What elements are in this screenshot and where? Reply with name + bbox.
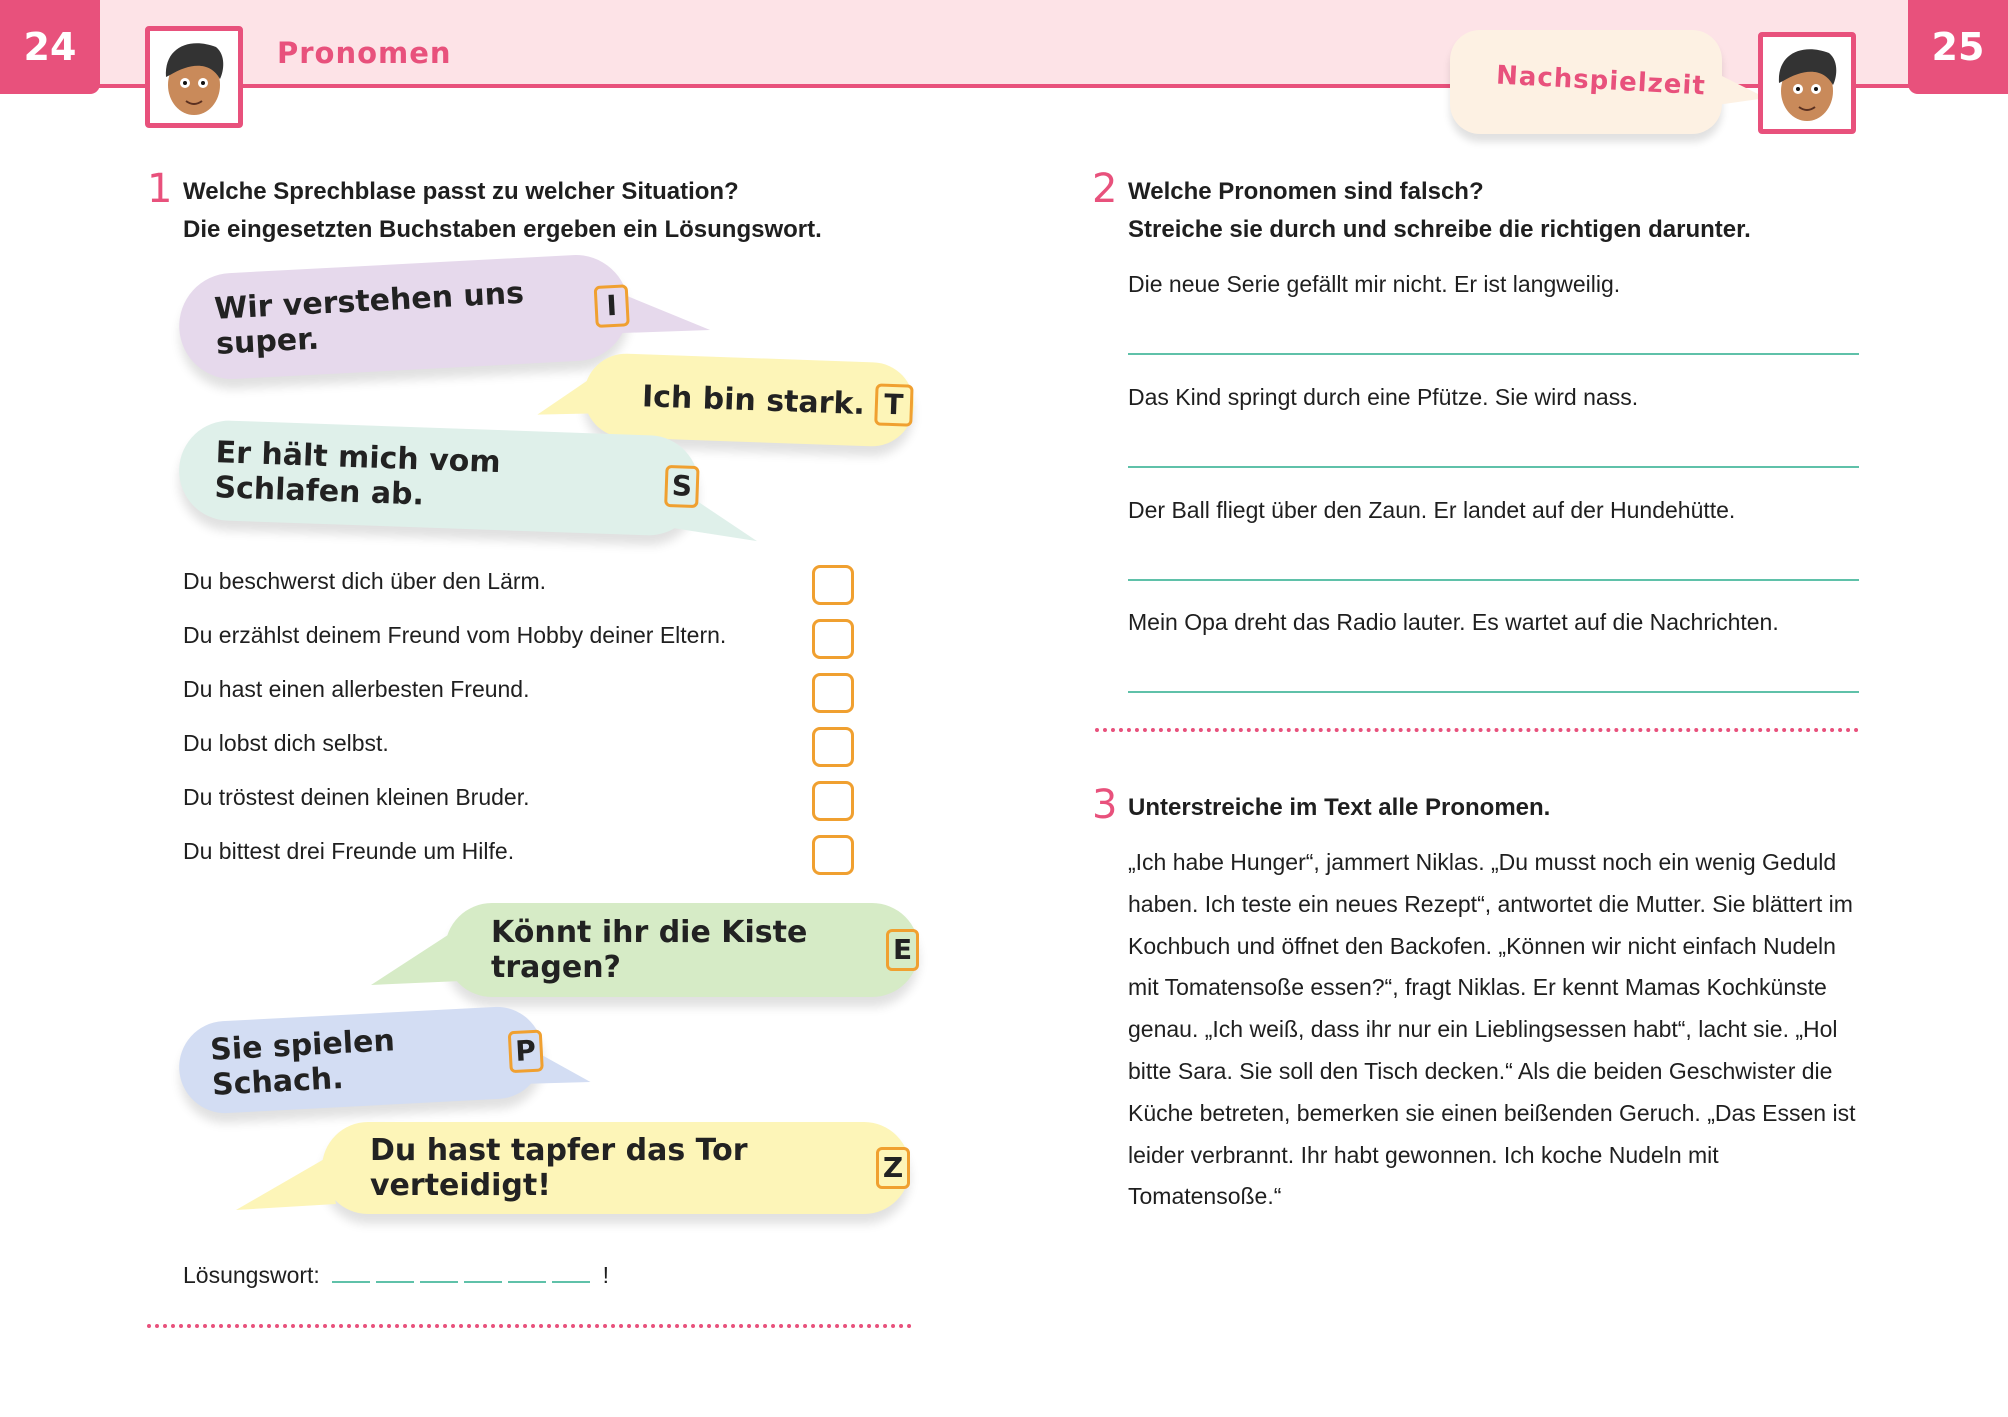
bubble-letter: Z <box>876 1147 910 1189</box>
task-number: 3 <box>1092 782 1118 828</box>
instruction-line: Welche Pronomen sind falsch? <box>1128 178 1484 205</box>
situation-item: Du tröstest deinen kleinen Bruder. <box>183 784 530 810</box>
bubble-text: Sie spielen Schach. <box>209 1023 396 1103</box>
answer-box[interactable] <box>812 619 854 659</box>
situation-item: Du hast einen allerbesten Freund. <box>183 676 530 702</box>
answer-box[interactable] <box>812 781 854 821</box>
situation-item: Du erzählst deinem Freund vom Hobby deiner Eltern. <box>183 622 727 648</box>
speech-bubble <box>583 352 916 447</box>
situation-item: Du lobst dich selbst. <box>183 730 389 756</box>
task-number: 2 <box>1092 166 1118 212</box>
boy-avatar-icon <box>145 26 243 128</box>
sentence: Die neue Serie gefällt mir nicht. Er ist langweilig. <box>1128 271 1621 297</box>
bubble-letter: T <box>874 383 913 426</box>
situation-item: Du beschwerst dich über den Lärm. <box>183 568 547 594</box>
boy-avatar-icon-right <box>1758 32 1856 134</box>
task-number: 1 <box>147 166 173 212</box>
page-number-left: 24 <box>0 0 100 94</box>
writing-line[interactable] <box>1128 353 1859 355</box>
answer-box[interactable] <box>812 727 854 767</box>
speech-bubble <box>445 903 919 997</box>
bubble-text: Könnt ihr die Kiste tragen? <box>491 915 808 985</box>
bubble-text: Er hält mich vom Schlafen ab. <box>213 435 502 513</box>
bubble-letter: P <box>507 1030 543 1074</box>
writing-line[interactable] <box>1128 579 1859 581</box>
writing-line[interactable] <box>1128 691 1859 693</box>
speech-bubble <box>177 252 632 381</box>
answer-box[interactable] <box>812 565 854 605</box>
sentence: Der Ball fliegt über den Zaun. Er landet auf der Hundehütte. <box>1128 497 1736 523</box>
section-title: Nachspielzeit <box>1495 60 1707 102</box>
story-text: „Ich habe Hunger“, jammert Niklas. „Du musst noch ein wenig Geduld haben. Ich teste ein neues Rezept“, antwortet die Mutter. Sie blättert im Kochbuch und öffnet den Backofen. „Können wir nicht einfach Nudeln mit Tomatensoße essen?“, fragt Niklas. Er kennt Mamas Kochkünste genau. „Ich weiß, dass ihr nur ein Lieblingsessen habt“, lacht sie. „Hol bitte Sara. Sie soll den Tisch decken.“ Als die beiden Geschwister die Küche betreten, bemerken sie einen beißenden Geruch. „Das Essen ist leider verbrannt. Ihr habt gewonnen. Ich koche Nudeln mit Tomatensoße.“ <box>1128 849 1856 1210</box>
speech-bubble <box>177 419 700 537</box>
instruction-line: Welche Sprechblase passt zu welcher Situation? <box>183 178 739 205</box>
bubble-text: Du hast tapfer das Tor verteidigt! <box>370 1133 748 1203</box>
solution-blank[interactable] <box>552 1281 590 1283</box>
solution-blank[interactable] <box>332 1281 370 1283</box>
sentence: Mein Opa dreht das Radio lauter. Es wartet auf die Nachrichten. <box>1128 609 1779 635</box>
dotted-divider <box>147 1324 912 1328</box>
sentence: Das Kind springt durch eine Pfütze. Sie wird nass. <box>1128 384 1639 410</box>
task-instruction <box>183 173 822 249</box>
writing-line[interactable] <box>1128 466 1859 468</box>
solution-blank[interactable] <box>420 1281 458 1283</box>
speech-bubble <box>177 1005 545 1116</box>
dotted-divider <box>1095 728 1859 732</box>
solution-blank[interactable] <box>508 1281 546 1283</box>
task-instruction <box>1128 173 1751 249</box>
solution-end: ! <box>602 1262 609 1288</box>
solution-blank[interactable] <box>464 1281 502 1283</box>
answer-box[interactable] <box>812 835 854 875</box>
task-heading: Unterstreiche im Text alle Pronomen. <box>1128 794 1551 821</box>
speech-bubble <box>322 1122 910 1214</box>
instruction-line: Streiche sie durch und schreibe die richtigen darunter. <box>1128 216 1751 243</box>
solution-label: Lösungswort: <box>183 1262 320 1288</box>
situation-item: Du bittest drei Freunde um Hilfe. <box>183 838 515 864</box>
topic-title: Pronomen <box>277 36 452 70</box>
solution-blank[interactable] <box>376 1281 414 1283</box>
instruction-line: Die eingesetzten Buchstaben ergeben ein Lösungswort. <box>183 216 822 243</box>
answer-box[interactable] <box>812 673 854 713</box>
bubble-text: Wir verstehen uns super. <box>213 275 525 362</box>
solution-row <box>183 1262 609 1289</box>
bubble-letter: S <box>664 465 699 508</box>
bubble-letter: E <box>886 929 919 971</box>
bubble-letter: I <box>594 284 630 328</box>
section-bubble <box>1450 30 1722 134</box>
page-number-right: 25 <box>1908 0 2008 94</box>
bubble-text: Ich bin stark. <box>641 378 866 422</box>
